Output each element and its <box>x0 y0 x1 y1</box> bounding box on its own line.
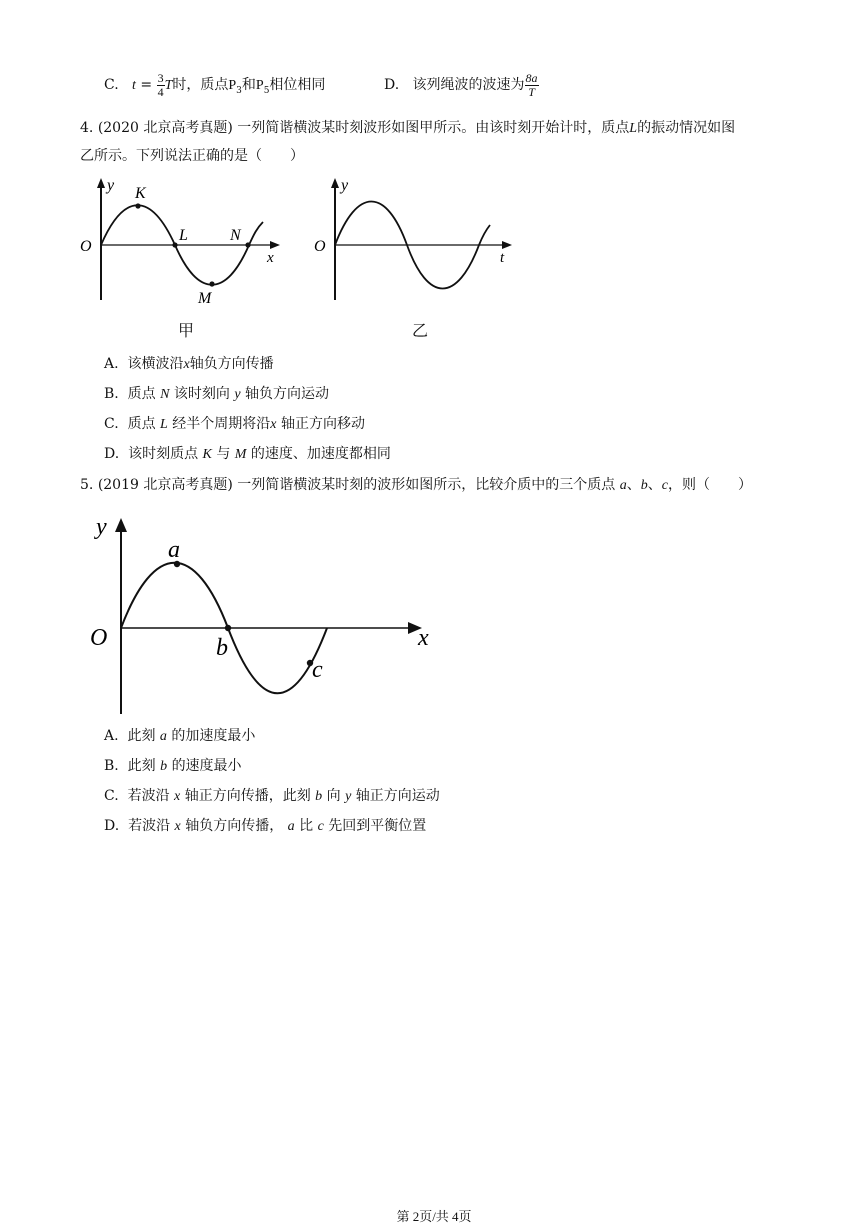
q5-option-b: B. 此刻 b 的速度最小 <box>104 758 242 774</box>
label-k: K <box>135 185 146 202</box>
q4-figure-jia-wave <box>76 172 286 306</box>
q4-stem-line2: 乙所示。下列说法正确的是（ ） <box>80 148 304 164</box>
label-l: L <box>179 227 188 244</box>
q4-figure-yi-caption: 乙 <box>412 321 429 340</box>
q4-stem-line1: 4. (2020 北京高考真题) 一列简谐横波某时刻波形如图甲所示。由该时刻开始计时，质点L的振动情况如图 <box>80 120 736 136</box>
q4-figure-yi-vibration <box>310 172 520 306</box>
axis-label-x: x <box>418 625 429 651</box>
q3-option-d: D. 该列绳波的波速为 $\frac{8a}{T}$ <box>384 71 538 99</box>
origin-label: O <box>314 238 326 255</box>
origin-label: O <box>80 238 92 255</box>
axis-label-y: y <box>96 514 107 540</box>
point-b <box>225 625 231 631</box>
point-m <box>209 281 214 286</box>
q5-stem: 5. (2019 北京高考真题) 一列简谐横波某时刻的波形如图所示，比较介质中的三个质点 a、b、c，则（ ） <box>80 477 752 493</box>
point-l <box>172 242 177 247</box>
q5-option-c: C. 若波沿 x 轴正方向传播，此刻 b 向 y 轴正方向运动 <box>104 788 440 804</box>
axis-label-x: x <box>267 250 274 266</box>
point-n <box>245 242 250 247</box>
q4-option-c: C. 质点 L 经半个周期将沿x 轴正方向移动 <box>104 416 365 432</box>
point-k <box>135 203 140 208</box>
fraction-wave-speed: $\frac{8a}{T}$ <box>525 71 538 99</box>
label-n: N <box>230 227 241 244</box>
origin-label: O <box>90 625 108 651</box>
fraction-three-quarters: $\frac{3}{4}$ <box>157 71 164 99</box>
q4-option-a: A. 该横波沿x轴负方向传播 <box>104 356 274 372</box>
q4-option-d: D. 该时刻质点 K 与 M 的速度、加速度都相同 <box>104 446 391 462</box>
label-a: a <box>168 537 180 563</box>
axis-label-y: y <box>341 177 349 194</box>
label-m: M <box>198 290 212 306</box>
axis-label-y: y <box>107 177 115 194</box>
label-b: b <box>216 635 228 661</box>
q5-option-a: A. 此刻 a 的加速度最小 <box>104 728 256 744</box>
label-c: c <box>312 657 323 683</box>
q5-figure-wave <box>82 506 442 720</box>
q5-option-d: D. 若波沿 x 轴负方向传播， a 比 c 先回到平衡位置 <box>104 818 427 834</box>
q4-figure-jia-caption: 甲 <box>178 321 195 340</box>
page-footer: 第 2页/共 4页 <box>396 1209 472 1224</box>
axis-label-t: t <box>500 250 505 266</box>
q4-option-b: B. 质点 N 该时刻向 y 轴负方向运动 <box>104 386 330 402</box>
q3-option-c: C. t = $\frac{3}{4}$ T时，质点$P_3$和$P_5$相位相同 <box>104 71 326 99</box>
